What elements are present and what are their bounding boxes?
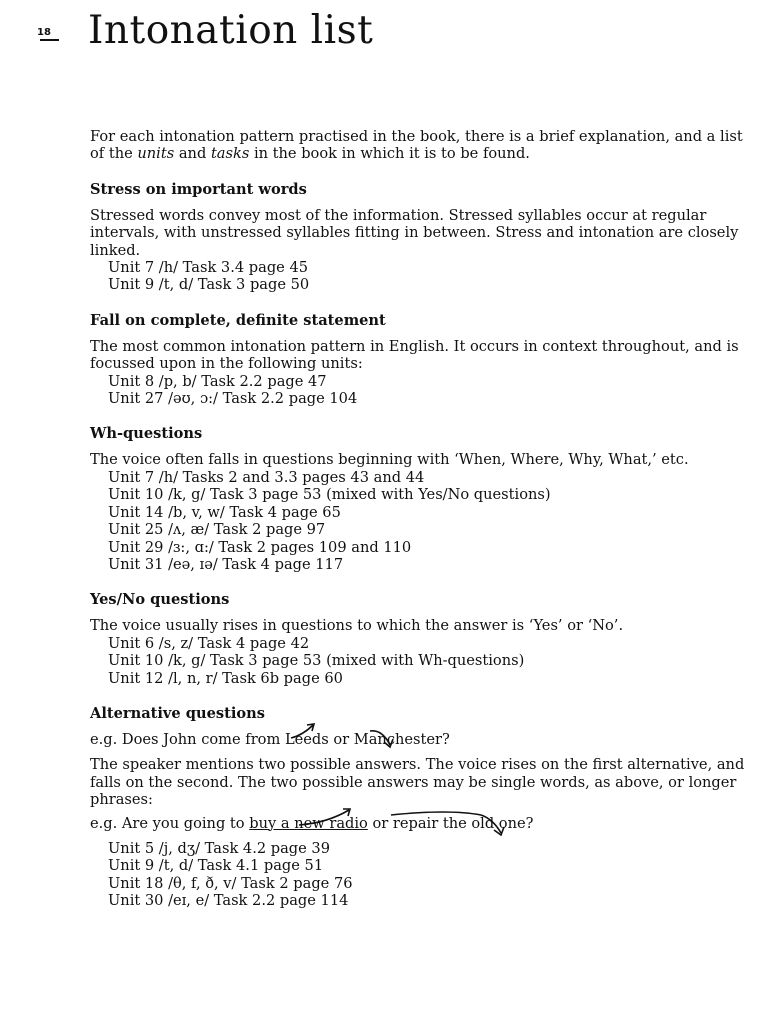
example-sentence-2 (90, 815, 750, 832)
unit-item: Unit 9 /t, d/ Task 4.1 page 51 (108, 857, 324, 875)
page-number: 18 (37, 27, 51, 38)
unit-item: Unit 5 /j, dʒ/ Task 4.2 page 39 (108, 839, 330, 857)
example-prefix: e.g. Are you going to (90, 814, 250, 832)
section-description: The speaker mentions two possible answers. The voice rises on the first alternative, and falls on the second. The two possible answers may be single words, as above, or longer phrases: (90, 756, 745, 809)
example-or: or (328, 730, 354, 748)
page-number-rule (40, 39, 59, 41)
falling-word-text: Manchester (353, 730, 442, 748)
section-heading: Yes/No questions (90, 591, 230, 609)
section-description: The voice usually rises in questions to which the answer is ‘Yes’ or ‘No’. (90, 617, 624, 635)
unit-item: Unit 29 /ɜ:, ɑ:/ Task 2 pages 109 and 110 (108, 538, 412, 556)
unit-item: Unit 6 /s, z/ Task 4 page 42 (108, 634, 310, 652)
unit-item: Unit 31 /eə, ɪə/ Task 4 page 117 (108, 555, 344, 573)
unit-item: Unit 7 /h/ Tasks 2 and 3.3 pages 43 and 44 (108, 468, 425, 486)
section-heading: Stress on important words (90, 180, 307, 198)
section-yes-no-questions (90, 591, 750, 687)
section-heading: Alternative questions (90, 704, 265, 722)
main-content (90, 128, 750, 928)
section-stress (90, 181, 750, 294)
unit-list (90, 259, 750, 294)
unit-item: Unit 25 /ʌ, æ/ Task 2 page 97 (108, 521, 326, 539)
section-heading: Wh-questions (90, 425, 203, 443)
intro-tasks-word: tasks (210, 145, 250, 163)
intro-text-2: and (174, 145, 211, 163)
section-alternative-questions (90, 705, 750, 910)
section-fall (90, 312, 750, 408)
section-wh-questions (90, 425, 750, 573)
falling-phrase (393, 815, 494, 832)
rising-phrase (249, 815, 368, 832)
example-or: or (367, 814, 393, 832)
rising-phrase-text: buy a new radio (249, 814, 368, 832)
unit-item: Unit 18 /θ, f, ð, v/ Task 2 page 76 (108, 874, 353, 892)
unit-list (90, 373, 750, 408)
unit-list (90, 635, 750, 687)
falling-word (354, 731, 442, 748)
intro-text-1: For each intonation pattern practised in the book, there is a brief explanation, and a list of the (90, 128, 743, 163)
intro-paragraph (90, 128, 750, 163)
page-title: Intonation list (88, 8, 374, 53)
unit-item: Unit 30 /eɪ, e/ Task 2.2 page 114 (108, 892, 349, 910)
unit-item: Unit 27 /əʊ, ɔ:/ Task 2.2 page 104 (108, 390, 358, 408)
example-end: ? (442, 730, 450, 748)
rising-word (285, 731, 329, 748)
example-sentence-1 (90, 731, 750, 748)
intro-units-word: units (137, 145, 175, 163)
example-prefix: e.g. Does John come from (90, 730, 285, 748)
unit-list (90, 469, 750, 573)
unit-item: Unit 8 /p, b/ Task 2.2 page 47 (108, 372, 327, 390)
unit-item: Unit 7 /h/ Task 3.4 page 45 (108, 259, 309, 277)
rising-word-text: Leeds (284, 730, 329, 748)
unit-item: Unit 12 /l, n, r/ Task 6b page 60 (108, 669, 343, 687)
section-description: Stressed words convey most of the information. Stressed syllables occur at regular intervals, with unstressed syllables fitting in between. Stress and intonation are closely linked. (90, 206, 739, 259)
unit-item: Unit 10 /k, g/ Task 3 page 53 (mixed with Wh-questions) (108, 652, 525, 670)
example-end: one? (494, 814, 534, 832)
section-description: The voice often falls in questions beginning with ‘When, Where, Why, What,’ etc. (90, 451, 689, 469)
falling-phrase-text: repair the old (392, 814, 495, 832)
section-description: The most common intonation pattern in English. It occurs in context throughout, and is focussed upon in the following units: (90, 337, 739, 373)
unit-item: Unit 10 /k, g/ Task 3 page 53 (mixed with Yes/No questions) (108, 486, 551, 504)
unit-item: Unit 14 /b, v, w/ Task 4 page 65 (108, 503, 341, 521)
unit-item: Unit 9 /t, d/ Task 3 page 50 (108, 276, 310, 294)
unit-list (90, 840, 750, 910)
section-heading: Fall on complete, definite statement (90, 311, 386, 329)
intro-text-3: in the book in which it is to be found. (249, 145, 530, 163)
